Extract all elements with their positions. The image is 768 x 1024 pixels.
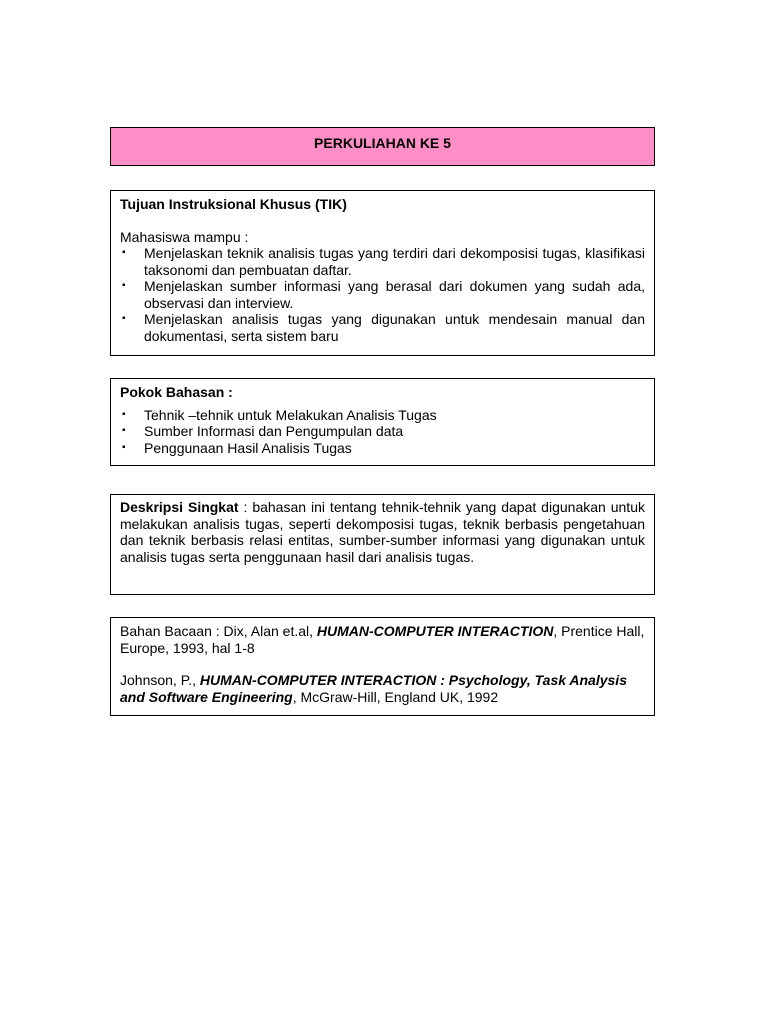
pokok-list	[120, 407, 645, 457]
bullet-icon: ▪	[122, 425, 126, 436]
list-item: ▪ Menjelaskan sumber informasi yang berasal dari dokumen yang sudah ada, observasi dan interview.	[122, 278, 645, 311]
bullet-icon: ▪	[122, 247, 126, 258]
reference-2: Johnson, P., HUMAN-COMPUTER INTERACTION : Psychology, Task Analysis and Software Engineering, McGraw-Hill, England UK, 1992	[120, 672, 627, 705]
deskripsi-text: : bahasan ini tentang tehnik-tehnik yang dapat digunakan untuk melakukan analisis tugas, seperti dekomposisi tugas, teknik berbasis pengetahuan dan teknik berbasis relasi entitas, sumber-sumber informasi yang digunakan untuk analisis tugas serta penggunaan hasil dari analisis tugas.	[120, 499, 645, 565]
lecture-title: PERKULIAHAN KE 5	[314, 135, 451, 151]
list-item: ▪ Tehnik –tehnik untuk Melakukan Analisis Tugas	[122, 406, 437, 423]
bullet-icon: ▪	[122, 280, 126, 291]
lecture-title-box	[110, 127, 655, 166]
tik-box	[110, 190, 655, 356]
deskripsi-heading: Deskripsi Singkat	[120, 499, 239, 515]
bullet-icon: ▪	[122, 441, 126, 453]
reference-1: Bahan Bacaan : Dix, Alan et.al, HUMAN-COMPUTER INTERACTION, Prentice Hall, Europe, 1993, hal 1-8	[120, 623, 645, 656]
tik-heading: Tujuan Instruksional Khusus (TIK)	[120, 196, 347, 212]
bahan-bacaan-box	[110, 617, 655, 716]
bullet-icon: ▪	[122, 408, 126, 420]
pokok-heading: Pokok Bahasan :	[120, 384, 233, 400]
list-item: ▪ Sumber Informasi dan Pengumpulan data	[122, 423, 404, 439]
tik-intro: Mahasiswa mampu :	[120, 228, 249, 245]
list-item: ▪ Menjelaskan teknik analisis tugas yang terdiri dari dekomposisi tugas, klasifikasi taksonomi dan pembuatan daftar.	[122, 245, 645, 278]
list-item: ▪ Menjelaskan analisis tugas yang digunakan untuk mendesain manual dan dokumentasi, serta sistem baru	[122, 311, 645, 344]
deskripsi-box	[110, 494, 655, 595]
bullet-icon: ▪	[122, 313, 126, 324]
tik-list	[120, 245, 645, 344]
list-item: ▪ Penggunaan Hasil Analisis Tugas	[122, 439, 352, 456]
reference-1-title: HUMAN-COMPUTER INTERACTION	[316, 623, 554, 639]
reference-2-title: HUMAN-COMPUTER INTERACTION : Psychology, Task Analysis and Software Engineering	[120, 672, 627, 705]
pokok-bahasan-box	[110, 378, 655, 466]
